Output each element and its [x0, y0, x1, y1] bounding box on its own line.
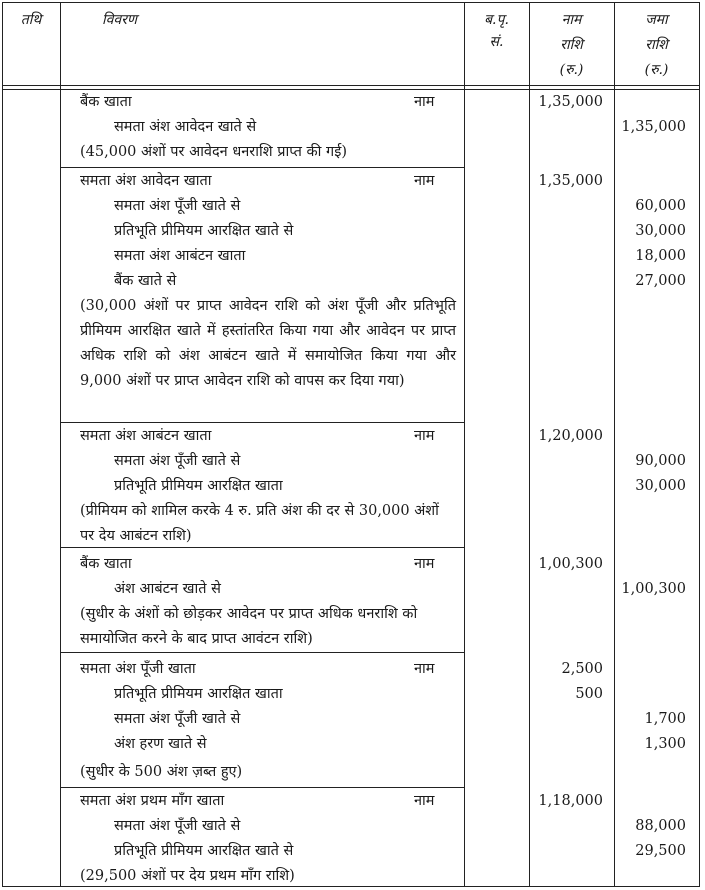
entry-6-credit-amount-1: 88,000	[635, 818, 686, 834]
entry-2-credit-amount-2: 30,000	[635, 223, 686, 239]
entry-2-credit-account-3: समता अंश आबंटन खाता	[114, 248, 246, 264]
entry-3-credit-amount-2: 30,000	[635, 478, 686, 494]
col-line-0	[2, 2, 3, 886]
entry-separator	[60, 787, 464, 788]
entry-3-credit-account-2: प्रतिभूति प्रीमियम आरक्षित खाता	[114, 478, 283, 494]
entry-3-narration: (प्रीमियम को शामिल करके 4 रु. प्रति अंश की दर से 30,000 अंशों पर देय आबंटन राशि)	[80, 503, 439, 544]
entry-6-credit-amount-2: 29,500	[635, 843, 686, 859]
entry-3-debit-amount: 1,20,000	[538, 428, 603, 444]
entry-2-debit-account: समता अंश आवेदन खाता	[80, 173, 212, 189]
entry-1-dr-label: नाम	[414, 94, 435, 110]
header-date: तथि	[20, 12, 42, 28]
entry-2-dr-label: नाम	[414, 173, 435, 189]
entry-4-debit-account: बैंक खाता	[80, 556, 132, 572]
entry-2-credit-account-2: प्रतिभूति प्रीमियम आरक्षित खाते से	[114, 223, 294, 239]
entry-2-credit-account-4: बैंक खाते से	[114, 273, 177, 289]
entry-4-credit-account: अंश आबंटन खाते से	[114, 581, 221, 597]
entry-4-credit-amount: 1,00,300	[621, 581, 686, 597]
entry-5-narration: (सुधीर के 500 अंश ज़ब्त हुए)	[80, 764, 243, 780]
entry-6-dr-label: नाम	[414, 793, 435, 809]
entry-2-credit-amount-3: 18,000	[635, 248, 686, 264]
entry-separator	[60, 422, 464, 423]
col-line-1	[60, 2, 61, 886]
entry-2-debit-amount: 1,35,000	[538, 173, 603, 189]
entry-3-credit-amount-1: 90,000	[635, 453, 686, 469]
header-lf: ब.पृ. सं.	[484, 12, 509, 50]
entry-3-credit-account-1: समता अंश पूँजी खाते से	[114, 453, 241, 469]
entry-3-debit-account: समता अंश आबंटन खाता	[80, 428, 212, 444]
entry-5-second-debit-amount: 500	[575, 686, 603, 702]
header-debit: नाम राशि (रु.)	[559, 12, 584, 78]
entry-6-credit-account-1: समता अंश पूँजी खाते से	[114, 818, 241, 834]
entry-2-credit-amount-1: 60,000	[635, 198, 686, 214]
entry-5-debit-account: समता अंश पूँजी खाता	[80, 661, 196, 677]
entry-1-narration: (45,000 अंशों पर आवेदन धनराशि प्राप्त की गई)	[80, 144, 347, 160]
entry-1-credit-account: समता अंश आवेदन खाते से	[114, 119, 257, 135]
entry-6-credit-account-2: प्रतिभूति प्रीमियम आरक्षित खाते से	[114, 843, 294, 859]
entry-5-debit-amount: 2,500	[561, 661, 603, 677]
entry-6-debit-account: समता अंश प्रथम माँग खाता	[80, 793, 225, 809]
entry-6-narration: (29,500 अंशों पर देय प्रथम माँग राशि)	[80, 868, 295, 884]
entry-2-credit-account-1: समता अंश पूँजी खाते से	[114, 198, 241, 214]
entry-1-debit-account: बैंक खाता	[80, 94, 132, 110]
entry-4-narration: (सुधीर के अंशों को छोड़कर आवेदन पर प्राप्त अधिक धनराशि को समायोजित करने के बाद प्राप्त आवंटन राशि)	[80, 606, 418, 647]
entry-separator	[60, 652, 464, 653]
header-credit: जमा राशि (रु.)	[644, 12, 669, 78]
entry-5-credit-amount-1: 1,700	[644, 711, 686, 727]
journal-table	[2, 2, 700, 886]
entry-4-debit-amount: 1,00,300	[538, 556, 603, 572]
col-line-5	[699, 2, 700, 886]
entry-5-second-debit-account: प्रतिभूति प्रीमियम आरक्षित खाता	[114, 686, 283, 702]
col-line-2	[464, 2, 465, 886]
entry-6-debit-amount: 1,18,000	[538, 793, 603, 809]
entry-5-credit-account-1: समता अंश पूँजी खाते से	[114, 711, 241, 727]
header-particulars: विवरण	[102, 12, 138, 28]
entry-5-credit-account-2: अंश हरण खाते से	[114, 736, 207, 752]
entry-2-credit-amount-4: 27,000	[635, 273, 686, 289]
header-rule-1	[2, 85, 700, 86]
entry-2-narration: (30,000 अंशों पर प्राप्त आवेदन राशि को अंश पूँजी और प्रतिभूति प्रीमियम आरक्षित खाते में हस्तांतरित किया गया और आवेदन पर प्राप्त अधिक राशि को अंश आबंटन खाते में समायोजित किया गया और 9,000 अंशों पर प्राप्त आवेदन राशि को वापस कर दिया गया)	[80, 298, 456, 389]
entry-1-debit-amount: 1,35,000	[538, 94, 603, 110]
entry-4-dr-label: नाम	[414, 556, 435, 572]
entry-separator	[60, 167, 464, 168]
entry-5-credit-amount-2: 1,300	[644, 736, 686, 752]
entry-5-dr-label: नाम	[414, 661, 435, 677]
top-border	[2, 2, 700, 3]
entry-3-dr-label: नाम	[414, 428, 435, 444]
entry-1-credit-amount: 1,35,000	[621, 119, 686, 135]
